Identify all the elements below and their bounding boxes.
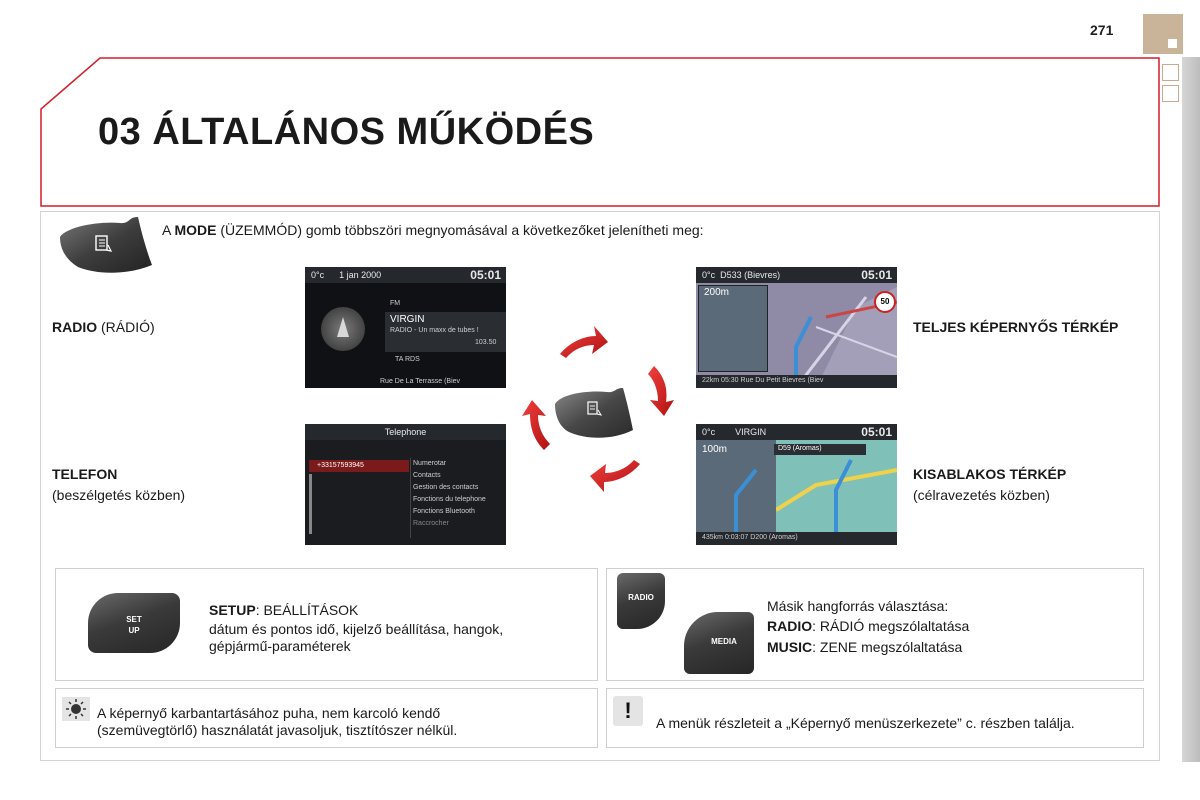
chapter-tab-box [1162,85,1179,102]
mode-button-center-icon [553,388,635,440]
distance-to-turn: 100m [702,444,728,455]
chapter-title: 03 ÁLTALÁNOS MŰKÖDÉS [98,111,595,153]
phone-menu-item: Contacts [413,472,441,479]
full-map-screen [696,267,897,388]
media-button-icon: MEDIA [684,612,754,674]
small-map-screen [696,424,897,545]
radio-band: FM [390,300,401,307]
phone-menu-item: Raccrocher [413,520,449,527]
phone-mode-sublabel: (beszélgetés közben) [52,487,186,503]
setup-title: SETUP: BEÁLLÍTÁSOK [209,602,359,618]
tip-text: A képernyő karbantartásához puha, nem karcoló kendő (szemüvegtörlő) használatát javasoljuk, tisztítószer nélkül. [97,705,458,738]
lightbulb-icon [62,697,90,721]
rds-text: RADIO - Un maxx de tubes ! [390,327,479,334]
menu-divider [410,458,411,538]
phone-mode-label: TELEFON [52,466,118,482]
page-number: 271 [1090,22,1114,38]
audio-source-line1: Másik hangforrás választása: [767,598,949,614]
phone-title-bar: Telephone [305,424,506,440]
small-map-mode-label: KISABLAKOS TÉRKÉP [913,466,1067,482]
phone-menu-item: Fonctions du telephone [413,496,486,503]
map-footer-text: 22km 05:30 Rue Du Petit Bievres (Biev [702,377,824,384]
radio-mode-label: RADIO (RÁDIÓ) [52,319,155,335]
station-name: VIRGIN [390,314,425,325]
mode-button-icon [58,215,154,277]
screen-status-bar: 0°c D533 (Bievres) 05:01 [696,267,897,283]
small-map-mode-sublabel: (célravezetés közben) [913,487,1050,503]
warning-icon: ! [613,696,643,726]
speed-limit-sign: 50 [874,291,896,313]
setup-description: dátum és pontos idő, kijelző beállítása, hangok, gépjármű-paraméterek [209,621,504,654]
junction-view [698,285,768,372]
road-name: D59 (Aromas) [778,445,822,452]
screen-status-bar: 0°c VIRGIN 05:01 [696,424,897,440]
intro-text: A MODE (ÜZEMMÓD) gomb többszöri megnyomásával a következőket jelenítheti meg: [162,222,704,238]
radio-flags: TA RDS [395,356,420,363]
setup-button-icon: SET UP [88,593,180,653]
chapter-tab-box [1162,64,1179,81]
frequency: 103.50 [475,339,497,346]
chapter-tab-marker [1143,14,1183,54]
screen-status-bar: 0°c 1 jan 2000 05:01 [305,267,506,283]
scrollbar [309,474,312,534]
audio-source-radio: RADIO: RÁDIÓ megszólaltatása [767,618,970,634]
full-map-mode-label: TELJES KÉPERNYŐS TÉRKÉP [913,319,1119,335]
compass-icon [321,307,365,351]
phone-menu-item: Numerotar [413,460,447,467]
page-edge-bar [1182,57,1200,762]
audio-source-music: MUSIC: ZENE megszólaltatása [767,639,963,655]
tip-icon-bg [62,697,90,721]
map-footer-text: 435km 0:03:07 D200 (Aromas) [702,534,798,541]
street-name: Rue De La Terrasse (Biev [380,378,461,385]
phone-menu-item: Fonctions Bluetooth [413,508,475,515]
radio-button-icon: RADIO [617,573,665,629]
phone-screen [305,424,506,545]
phone-menu-item: Gestion des contacts [413,484,479,491]
distance-to-turn: 200m [704,287,730,298]
radio-screen [305,267,506,388]
phone-number: +33157593945 [317,462,364,469]
note-text: A menük részleteit a „Képernyő menüszerkezete” c. részben találja. [656,715,1075,731]
